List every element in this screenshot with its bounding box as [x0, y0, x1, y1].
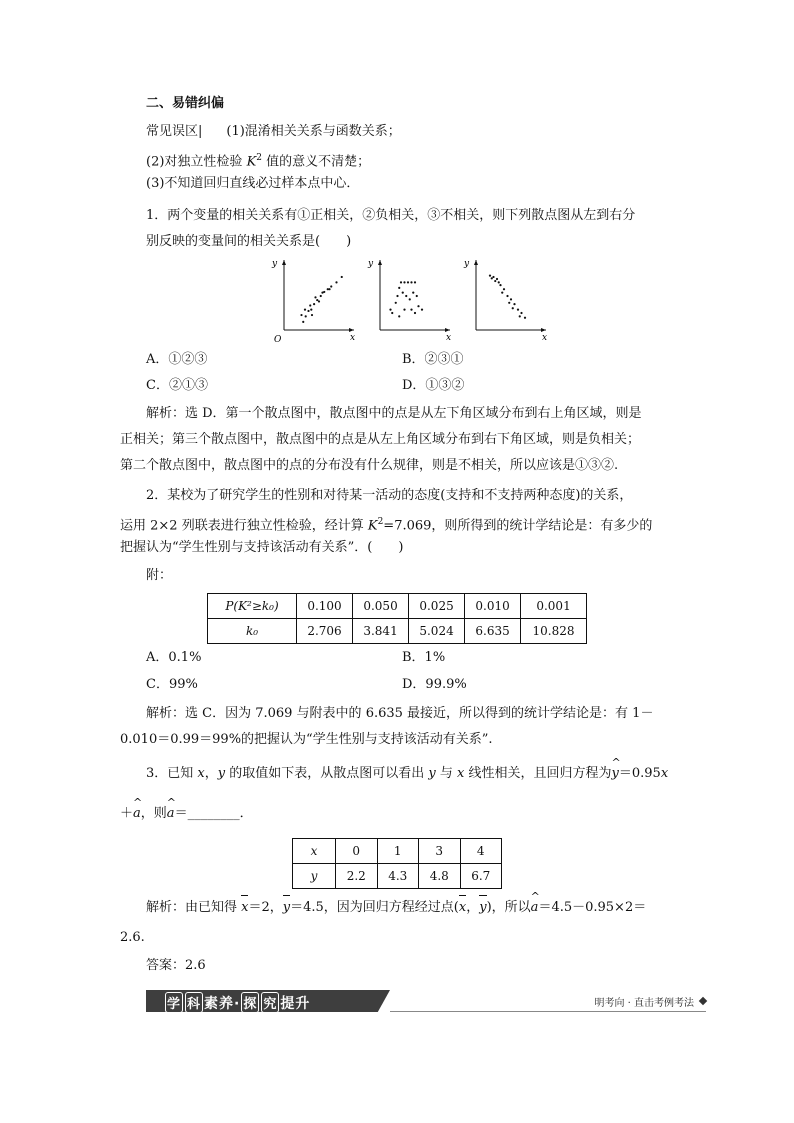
- q2-stem-line3: 把握认为“学生性别与支持该活动有关系”．( ): [120, 540, 404, 555]
- scatter-point: [310, 309, 312, 311]
- plot3-y-label: y: [464, 259, 470, 269]
- table-head-k: k₀: [208, 619, 297, 644]
- q3-data-table: [292, 838, 502, 889]
- plot2-y-label: y: [368, 259, 374, 269]
- scatter-point: [498, 281, 500, 283]
- scatter-point: [513, 303, 515, 305]
- banner-subtitle: 明考向 · 直击考例考法: [594, 998, 694, 1009]
- q1-analysis-line3: 第二个散点图中，散点图中的点的分布没有什么规律，则是不相关，所以应该是①③②.: [120, 458, 619, 473]
- plot1-x-label: x: [350, 333, 356, 343]
- table-cell: 0.050: [353, 594, 409, 619]
- table-head-y: y: [293, 864, 336, 889]
- q1-option-d: D．①③②: [402, 378, 465, 393]
- common-errors-line1: [146, 122, 401, 142]
- scatter-point: [330, 285, 332, 287]
- scatter-point: [314, 296, 316, 298]
- scatter-point: [405, 295, 407, 297]
- scatter-point: [316, 299, 318, 301]
- table-cell: 2.2: [336, 864, 378, 889]
- table-head-x: x: [293, 839, 336, 864]
- section-title: 二、易错纠偏: [146, 96, 225, 111]
- table-row: [208, 594, 587, 619]
- scatter-point: [503, 288, 505, 290]
- table-cell: 0.001: [521, 594, 587, 619]
- table-row: [208, 619, 587, 644]
- q2-stem-line2: 运用 2×2 列联表进行独立性检验，经计算 $K^2=7.069$，则所得到的统计学结论是：有多少的: [120, 517, 653, 534]
- scatter-point: [389, 309, 391, 311]
- table-head-p: P(K²≥k₀): [208, 594, 297, 619]
- table-cell: 0.025: [409, 594, 465, 619]
- error-item-2: (2)对独立性检验 $K^2$ 值的意义不清楚；: [146, 153, 371, 170]
- q2-option-a: A．0.1%: [146, 650, 202, 665]
- table-row: [293, 864, 502, 889]
- scatter-point: [320, 295, 322, 297]
- table-cell: 3: [419, 839, 461, 864]
- table-cell: 5.024: [409, 619, 465, 644]
- table-cell: 6.7: [460, 864, 502, 889]
- table-cell: 1: [377, 839, 419, 864]
- scatter-point: [496, 278, 498, 280]
- scatter-point: [501, 292, 503, 294]
- scatter-point: [328, 288, 330, 290]
- scatter-point: [510, 298, 512, 300]
- table-cell: 4: [460, 839, 502, 864]
- scatter-point: [400, 281, 402, 283]
- scatter-point: [341, 276, 343, 278]
- table-cell: 4.8: [419, 864, 461, 889]
- table-cell: 0.100: [297, 594, 353, 619]
- table-cell: 6.635: [465, 619, 521, 644]
- scatter-point: [335, 281, 337, 283]
- scatter-point: [391, 312, 393, 314]
- scatter-point: [307, 310, 309, 312]
- plot3-x-label: x: [542, 333, 548, 343]
- scatter-point: [402, 292, 404, 294]
- table-row: [293, 839, 502, 864]
- table-cell: 10.828: [521, 619, 587, 644]
- scatter-point: [321, 292, 323, 294]
- banner-rule: [390, 1011, 706, 1012]
- scatter-point: [494, 280, 496, 282]
- scatter-point: [313, 303, 315, 305]
- table-cell: 2.706: [297, 619, 353, 644]
- q1-option-a: A．①②③: [146, 352, 208, 367]
- q3-stem-line2: ＋^ a，则^ a＝________．: [120, 804, 253, 824]
- scatter-point: [489, 275, 491, 277]
- q2-option-c: C．99%: [146, 677, 198, 692]
- q2-appendix-label: 附：: [146, 568, 173, 583]
- scatter-point: [520, 312, 522, 314]
- scatter-point: [311, 314, 313, 316]
- scatter-plot-1: [271, 259, 355, 344]
- scatter-point: [398, 287, 400, 289]
- scatter-plots: [268, 254, 558, 344]
- scatter-point: [417, 305, 419, 307]
- scatter-point: [302, 321, 304, 323]
- q2-stem-line1: 2．某校为了研究学生的性别和对待某一活动的态度(支持和不支持两种态度)的关系，: [146, 488, 633, 503]
- plot1-y-label: y: [272, 259, 278, 269]
- q1-option-c: C．②①③: [146, 378, 208, 393]
- scatter-point: [414, 312, 416, 314]
- banner-title: 学 科 素养· 探 究 提升: [164, 992, 310, 1013]
- q3-analysis-line2: 2.6.: [120, 930, 145, 945]
- q3-analysis-line1: 解析：由已知得 x＝2，y＝4.5，因为回归方程经过点(x，y)，所以^ a＝4.5－0.95×2＝: [146, 898, 646, 918]
- q3-answer: 答案：2.6: [146, 958, 206, 973]
- scatter-point: [396, 295, 398, 297]
- table-cell: 0: [336, 839, 378, 864]
- q2-option-b: B．1%: [402, 650, 446, 665]
- scatter-point: [305, 315, 307, 317]
- scatter-point: [398, 315, 400, 317]
- scatter-point: [414, 281, 416, 283]
- scatter-point: [304, 309, 306, 311]
- q2-critical-value-table: [207, 593, 587, 644]
- scatter-point: [508, 302, 510, 304]
- q1-option-b: B．②③①: [402, 352, 464, 367]
- common-errors-label: 常见误区|: [146, 124, 203, 139]
- scatter-point: [409, 298, 411, 300]
- error-item-3: (3)不知道回归直线必过样本点中心．: [146, 176, 360, 191]
- scatter-point: [517, 309, 519, 311]
- error-item-1: (1)混淆相关关系与函数关系；: [226, 124, 401, 139]
- q1-stem-line1: 1．两个变量的相关关系有①正相关，②负相关，③不相关，则下列散点图从左到右分: [146, 208, 636, 223]
- scatter-point: [492, 276, 494, 278]
- scatter-point: [300, 314, 302, 316]
- scatter-point: [407, 281, 409, 283]
- q2-analysis-line1: 解析：选 C．因为 7.069 与附表中的 6.635 最接近，所以得到的统计学结论是：有 1－: [146, 706, 654, 721]
- scatter-point: [410, 309, 412, 311]
- scatter-point: [421, 309, 423, 311]
- scatter-point: [506, 295, 508, 297]
- scatter-point: [410, 281, 412, 283]
- diamond-icon: [699, 997, 707, 1005]
- table-cell: 3.841: [353, 619, 409, 644]
- scatter-point: [403, 309, 405, 311]
- scatter-point: [416, 295, 418, 297]
- section-banner: [146, 990, 706, 1012]
- q1-analysis-line2: 正相关；第三个散点图中，散点图中的点是从左上角区域分布到右下角区域，则是负相关；: [120, 432, 641, 447]
- scatter-point: [499, 284, 501, 286]
- scatter-point: [412, 292, 414, 294]
- q2-analysis-line2: 0.010＝0.99＝99%的把握认为“学生性别与支持该活动有关系”.: [120, 732, 493, 747]
- table-cell: 0.010: [465, 594, 521, 619]
- scatter-point: [512, 307, 514, 309]
- scatter-point: [491, 277, 493, 279]
- plot2-x-label: x: [446, 333, 452, 343]
- q1-analysis-line1: 解析：选 D．第一个散点图中，散点图中的点是从左下角区域分布到右上角区域，则是: [146, 406, 642, 421]
- scatter-point: [403, 281, 405, 283]
- scatter-point: [524, 317, 526, 319]
- scatter-point: [519, 315, 521, 317]
- plot1-origin: O: [274, 335, 282, 344]
- scatter-point: [395, 302, 397, 304]
- scatter-point: [309, 304, 311, 306]
- q3-stem-line1: 3．已知 x，y 的取值如下表，从散点图可以看出 y 与 x 线性相关，且回归方程为^ y＝0.95x: [146, 764, 668, 784]
- table-cell: 4.3: [377, 864, 419, 889]
- scatter-plot-3: [463, 259, 547, 343]
- scatter-plot-2: [367, 259, 451, 343]
- q2-option-d: D．99.9%: [402, 677, 467, 692]
- q1-stem-line2: 别反映的变量间的相关关系是( ): [146, 234, 352, 249]
- scatter-point: [318, 300, 320, 302]
